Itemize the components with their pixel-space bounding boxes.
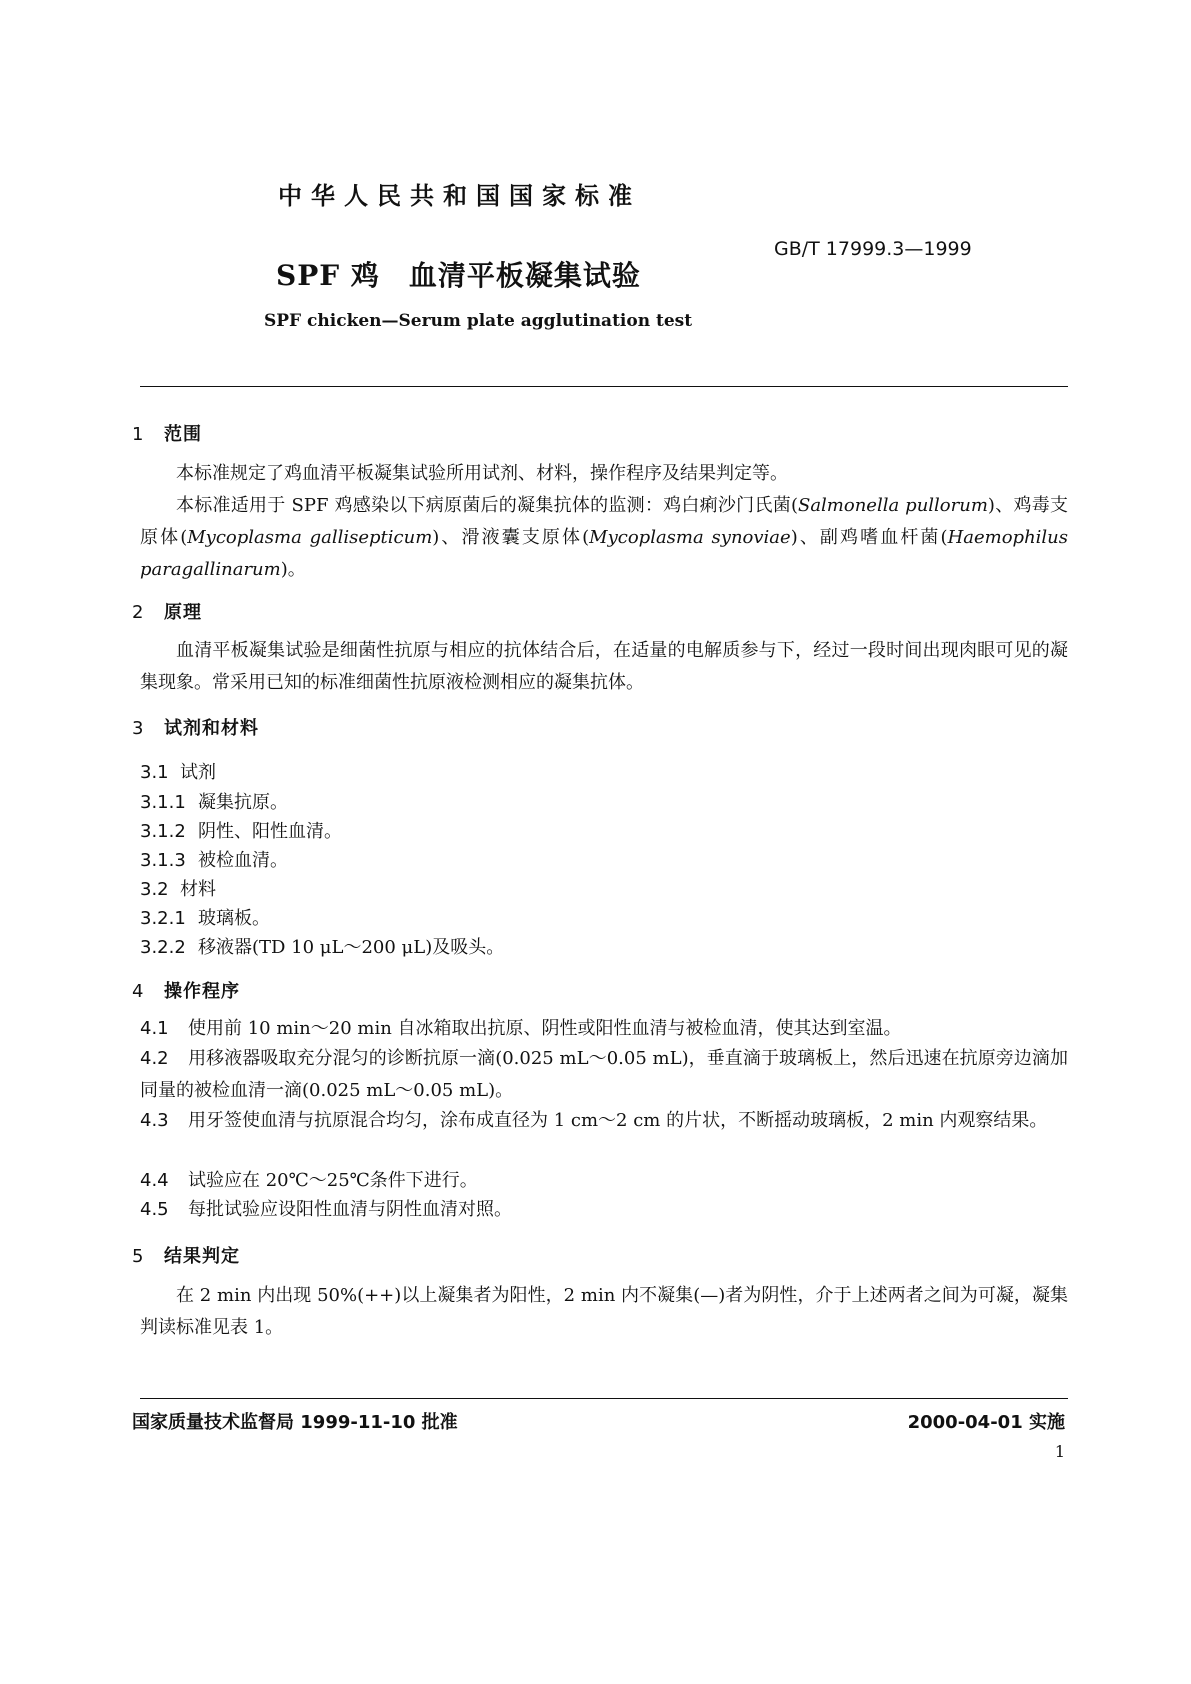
- item-text: 阴性、阳性血清。: [198, 821, 342, 842]
- section-2-heading: [132, 598, 202, 624]
- item-number: 4.3: [140, 1110, 169, 1131]
- list-item-3-1: [140, 758, 216, 784]
- section-title: 原理: [164, 602, 202, 623]
- item-number: 4.2: [140, 1048, 169, 1069]
- section-number: 2: [132, 602, 145, 623]
- list-item-4-1: [140, 1013, 1068, 1045]
- section-3-heading: [132, 714, 259, 740]
- section-title: 试剂和材料: [164, 718, 259, 739]
- item-text: 试验应在 20℃～25℃条件下进行。: [188, 1170, 478, 1191]
- section-5-heading: [132, 1242, 240, 1268]
- item-number: 3.2: [140, 879, 169, 900]
- section-number: 1: [132, 424, 145, 445]
- section-number: 3: [132, 718, 145, 739]
- list-item-3-1-3: [140, 846, 288, 872]
- species-name: Haemophilus paragallinarum: [140, 527, 1069, 580]
- item-number: 3.1.2: [140, 821, 186, 842]
- header-rule: [140, 386, 1068, 387]
- section-5-paragraph-1: 在 2 min 内出现 50%(++)以上凝集者为阳性，2 min 内不凝集(—)者为阴性，介于上述两者之间为可凝，凝集判读标准见表 1。: [140, 1285, 1068, 1338]
- item-number: 3.2.1: [140, 908, 186, 929]
- section-title: 范围: [164, 424, 202, 445]
- org-title: 中华人民共和国国家标准: [278, 182, 641, 210]
- item-text: 用牙签使血清与抗原混合均匀，涂布成直径为 1 cm～2 cm 的片状，不断摇动玻璃板，2 min 内观察结果。: [188, 1110, 1048, 1131]
- item-number: 4.4: [140, 1170, 169, 1191]
- item-text: 材料: [180, 879, 216, 900]
- text-run: )、鸡毒支原体(: [140, 495, 1068, 548]
- list-item-4-2: [140, 1043, 1068, 1107]
- species-name: Salmonella pullorum: [797, 495, 988, 516]
- section-title: 操作程序: [164, 981, 240, 1002]
- list-item-3-2-2: [140, 933, 504, 959]
- item-text: 被检血清。: [198, 850, 288, 871]
- item-number: 3.1.3: [140, 850, 186, 871]
- item-text: 移液器(TD 10 μL～200 μL)及吸头。: [198, 937, 505, 958]
- item-text: 玻璃板。: [198, 908, 270, 929]
- list-item-3-1-2: [140, 817, 342, 843]
- section-4-heading: [132, 977, 240, 1003]
- list-item-4-4: [140, 1165, 1068, 1197]
- list-item-3-2: [140, 875, 216, 901]
- item-text: 每批试验应设阳性血清与阴性血清对照。: [188, 1199, 512, 1220]
- footer-rule: [140, 1398, 1068, 1399]
- species-name: Mycoplasma gallisepticum: [187, 527, 433, 548]
- text-run: )、副鸡嗜血杆菌(: [790, 527, 948, 548]
- section-1-paragraph-1: 本标准规定了鸡血清平板凝集试验所用试剂、材料，操作程序及结果判定等。: [176, 463, 788, 484]
- standard-number: GB/T 17999.3—1999: [774, 238, 972, 260]
- item-text: 用移液器吸取充分混匀的诊断抗原一滴(0.025 mL～0.05 mL)，垂直滴于玻璃板上，然后迅速在抗原旁边滴加同量的被检血清一滴(0.025 mL～0.05 mL)。: [140, 1048, 1068, 1101]
- effective-date: 2000-04-01 实施: [907, 1412, 1065, 1433]
- section-2-paragraph-1: 血清平板凝集试验是细菌性抗原与相应的抗体结合后，在适量的电解质参与下，经过一段时间出现肉眼可见的凝集现象。常采用已知的标准细菌性抗原液检测相应的凝集抗体。: [140, 640, 1068, 693]
- list-item-3-1-1: [140, 788, 288, 814]
- item-text: 使用前 10 min～20 min 自冰箱取出抗原、阴性或阳性血清与被检血清，使其达到室温。: [188, 1018, 902, 1039]
- section-number: 5: [132, 1246, 145, 1267]
- species-name: Mycoplasma synoviae: [589, 527, 791, 548]
- section-number: 4: [132, 981, 145, 1002]
- list-item-4-3: [140, 1105, 1068, 1137]
- list-item-4-5: [140, 1194, 1068, 1226]
- item-number: 3.1.1: [140, 792, 186, 813]
- item-text: 试剂: [180, 762, 216, 783]
- item-number: 4.5: [140, 1199, 169, 1220]
- section-1-heading: [132, 420, 202, 446]
- text-run: )、滑液囊支原体(: [432, 527, 590, 548]
- list-item-3-2-1: [140, 904, 270, 930]
- section-title: 结果判定: [164, 1246, 240, 1267]
- item-number: 3.1: [140, 762, 169, 783]
- text-run: )。: [280, 559, 306, 580]
- section-1-paragraph-2: [140, 490, 1068, 586]
- page-number: 1: [1054, 1442, 1065, 1461]
- item-text: 凝集抗原。: [198, 792, 288, 813]
- text-run: 本标准适用于 SPF 鸡感染以下病原菌后的凝集抗体的监测：鸡白痢沙门氏菌(: [176, 495, 798, 516]
- approval-line: 国家质量技术监督局 1999-11-10 批准: [132, 1412, 458, 1433]
- item-number: 4.1: [140, 1018, 169, 1039]
- item-number: 3.2.2: [140, 937, 186, 958]
- title-cn: SPF 鸡 血清平板凝集试验: [276, 259, 641, 292]
- title-en: SPF chicken—Serum plate agglutination test: [264, 311, 693, 331]
